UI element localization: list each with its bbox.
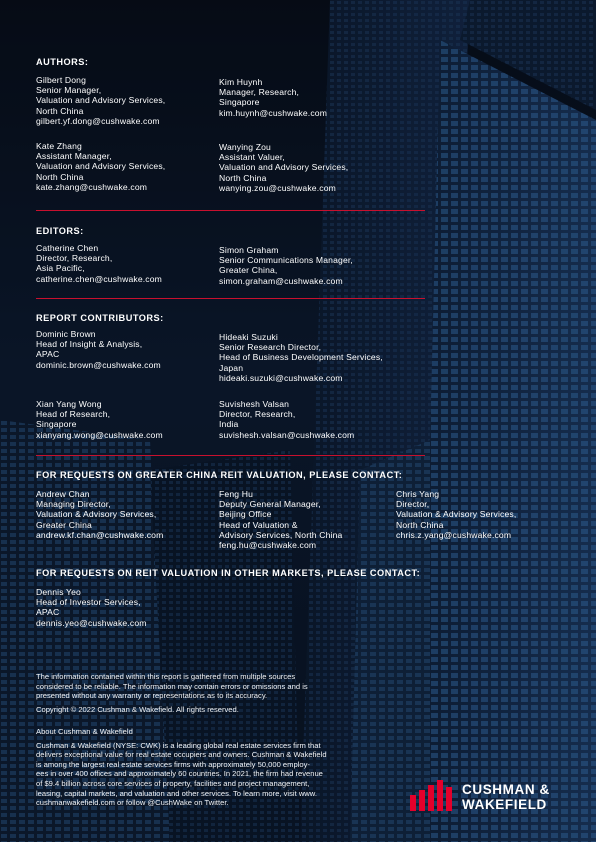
cushman-wakefield-logo	[410, 778, 574, 812]
person-title: Head of Business Development Services,	[219, 352, 383, 363]
person-title: Beijing Office	[219, 509, 272, 520]
about-line: ees in over 400 offices and approximately 60 countries. In 2021, the firm had revenue	[36, 769, 323, 779]
author-kate-zhang	[36, 141, 165, 192]
about-line: cushmanwakefield.com or follow @CushWake on Twitter.	[36, 798, 229, 808]
about-title: About Cushman & Wakefield	[36, 727, 133, 736]
person-title: Senior Manager,	[36, 85, 102, 96]
about-line: leasing, capital markets, and valuation and other services. To learn more, visit www.	[36, 788, 317, 798]
person-title: Advisory Services, North China	[219, 529, 343, 540]
person-title: Japan	[219, 362, 244, 373]
person-email[interactable]: wanying.zou@cushwake.com	[219, 182, 336, 193]
person-title: Head of Investor Services,	[36, 597, 141, 608]
person-title: Senior Research Director,	[219, 342, 322, 353]
person-email[interactable]: xianyang.wong@cushwake.com	[36, 429, 163, 440]
person-title: Greater China,	[219, 265, 278, 276]
contributor-suvishesh-valsan	[219, 399, 354, 440]
author-gilbert-dong	[36, 75, 165, 126]
author-wanying-zou	[219, 142, 348, 193]
person-title: Manager, Research,	[219, 87, 300, 98]
person-name: Kim Huynh	[219, 77, 263, 87]
person-email[interactable]: simon.graham@cushwake.com	[219, 275, 343, 286]
person-name: Gilbert Dong	[36, 75, 87, 85]
person-title: North China	[36, 171, 84, 182]
person-title: Assistant Valuer,	[219, 152, 285, 163]
contributor-xian-yang-wong	[36, 399, 163, 440]
person-name: Suvishesh Valsan	[219, 399, 290, 409]
person-title: Valuation and Advisory Services,	[219, 162, 349, 173]
authors-heading: AUTHORS:	[36, 57, 89, 67]
disclaimer	[36, 672, 308, 714]
person-title: Director, Research,	[219, 409, 296, 420]
about-line: Cushman & Wakefield (NYSE: CWK) is a leading global real estate services firm that	[36, 740, 321, 750]
about-line: is among the largest real estate services firms with approximately 50,000 employ-	[36, 759, 310, 769]
section-divider	[36, 298, 425, 299]
logo-line-1: CUSHMAN &	[462, 782, 550, 797]
person-name: Dominic Brown	[36, 329, 96, 339]
person-title: Singapore	[36, 419, 77, 430]
contributors-heading: REPORT CONTRIBUTORS:	[36, 313, 164, 323]
person-name: Feng Hu	[219, 489, 254, 499]
person-title: North China	[219, 172, 267, 183]
section-divider	[36, 210, 425, 211]
about-line: delivers exceptional value for real estate occupiers and owners. Cushman & Wakefield	[36, 750, 327, 760]
person-email[interactable]: catherine.chen@cushwake.com	[36, 273, 162, 284]
copyright: Copyright © 2022 Cushman & Wakefield. All rights reserved.	[36, 704, 239, 714]
cushman-wakefield-bars-icon	[410, 779, 454, 811]
person-name: Catherine Chen	[36, 243, 99, 253]
person-title: Director,	[396, 499, 430, 510]
person-title: Deputy General Manager,	[219, 499, 321, 510]
disclaimer-line: presented without any warranty or representations as to its accuracy.	[36, 691, 268, 701]
person-email[interactable]: kate.zhang@cushwake.com	[36, 181, 148, 192]
person-name: Wanying Zou	[219, 142, 271, 152]
about-line: of $9.4 billion across core services of property, facilities and project management,	[36, 778, 310, 788]
contributor-dominic-brown	[36, 329, 161, 370]
person-title: Valuation and Advisory Services,	[36, 161, 166, 172]
person-title: Valuation and Advisory Services,	[36, 95, 166, 106]
person-title: APAC	[36, 349, 60, 360]
person-title: Head of Research,	[36, 409, 111, 420]
person-title: APAC	[36, 607, 60, 618]
person-title: Valuation & Advisory Services,	[36, 509, 157, 520]
logo-wordmark	[462, 782, 550, 812]
person-email[interactable]: suvishesh.valsan@cushwake.com	[219, 429, 355, 440]
disclaimer-line: The information contained within this report is gathered from multiple sources	[36, 672, 296, 681]
other-contact-heading: FOR REQUESTS ON REIT VALUATION IN OTHER MARKETS, PLEASE CONTACT:	[36, 568, 421, 578]
editor-catherine-chen	[36, 243, 162, 284]
contact-dennis-yeo	[36, 587, 147, 628]
logo-line-2: WAKEFIELD	[462, 797, 547, 812]
person-email[interactable]: hideaki.suzuki@cushwake.com	[219, 372, 343, 383]
person-name: Xian Yang Wong	[36, 399, 102, 409]
person-name: Dennis Yeo	[36, 587, 81, 597]
person-title: Singapore	[219, 97, 260, 108]
person-title: Managing Director,	[36, 499, 111, 510]
person-name: Chris Yang	[396, 489, 440, 499]
person-email[interactable]: gilbert.yf.dong@cushwake.com	[36, 115, 160, 126]
person-title: Greater China	[36, 519, 92, 530]
china-contact-heading: FOR REQUESTS ON GREATER CHINA REIT VALUATION, PLEASE CONTACT:	[36, 470, 403, 480]
person-name: Andrew Chan	[36, 489, 90, 499]
contact-feng-hu	[219, 489, 342, 550]
person-title: Head of Valuation &	[219, 519, 298, 530]
contact-andrew-chan	[36, 489, 163, 540]
person-name: Kate Zhang	[36, 141, 82, 151]
contributor-hideaki-suzuki	[219, 332, 383, 383]
person-email[interactable]: kim.huynh@cushwake.com	[219, 107, 328, 118]
disclaimer-line: considered to be reliable. The information may contain errors or omissions and is	[36, 681, 308, 691]
person-email[interactable]: dominic.brown@cushwake.com	[36, 359, 161, 370]
contact-chris-yang	[396, 489, 516, 540]
person-title: Asia Pacific,	[36, 263, 85, 274]
person-title: Senior Communications Manager,	[219, 255, 353, 266]
person-title: North China	[36, 105, 84, 116]
section-divider	[36, 455, 425, 456]
person-title: Director, Research,	[36, 253, 113, 264]
about-section	[36, 727, 327, 808]
author-kim-huynh	[219, 77, 327, 118]
person-title: India	[219, 419, 239, 430]
editor-simon-graham	[219, 245, 353, 286]
person-email[interactable]: dennis.yeo@cushwake.com	[36, 617, 147, 628]
person-email[interactable]: feng.hu@cushwake.com	[219, 540, 317, 551]
person-title: Head of Insight & Analysis,	[36, 339, 143, 350]
person-title: North China	[396, 519, 444, 530]
person-email[interactable]: chris.z.yang@cushwake.com	[396, 529, 512, 540]
person-title: Assistant Manager,	[36, 151, 112, 162]
person-name: Hideaki Suzuki	[219, 332, 278, 342]
editors-heading: EDITORS:	[36, 226, 84, 236]
person-title: Valuation & Advisory Services,	[396, 509, 517, 520]
person-email[interactable]: andrew.kf.chan@cushwake.com	[36, 529, 164, 540]
person-name: Simon Graham	[219, 245, 279, 255]
